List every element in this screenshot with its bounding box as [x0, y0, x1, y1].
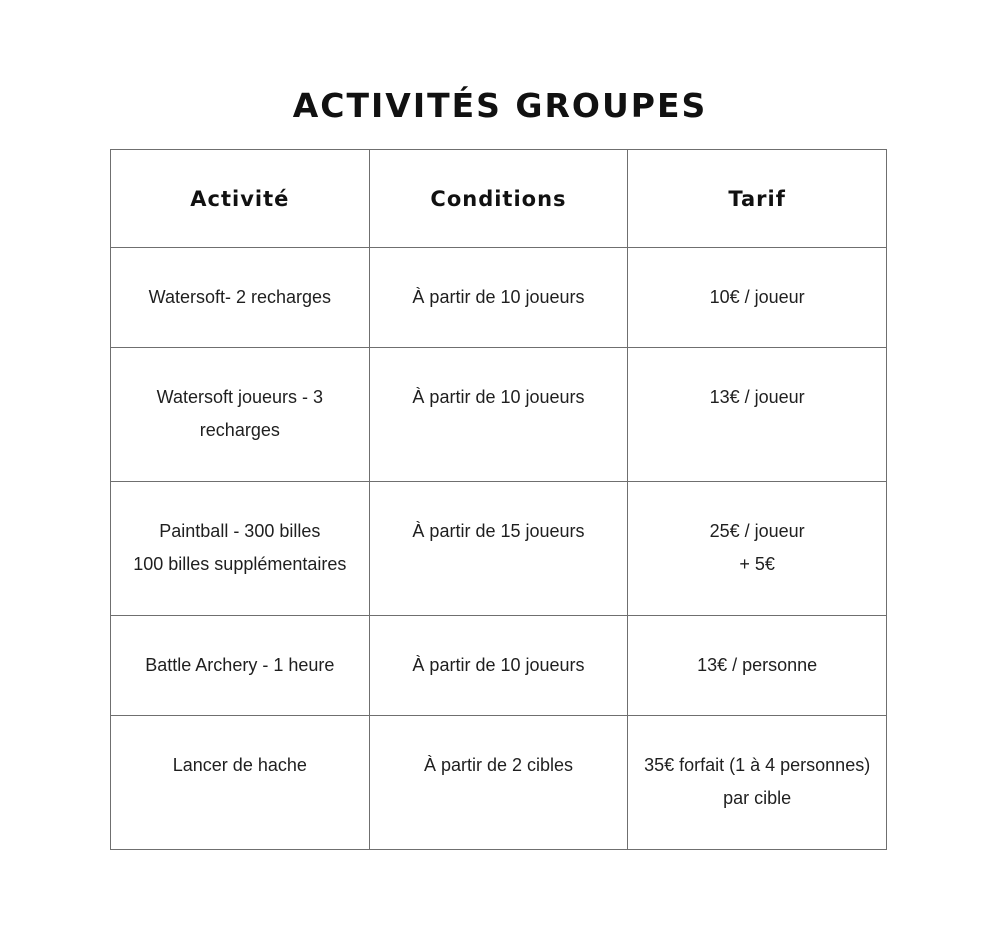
conditions-text: À partir de 10 joueurs	[412, 655, 585, 675]
conditions-text: À partir de 15 joueurs	[412, 521, 585, 541]
conditions-cell	[369, 716, 628, 850]
activity-cell	[111, 616, 370, 716]
price-text: 10€ / joueur	[709, 287, 805, 307]
conditions-cell	[369, 482, 628, 616]
conditions-cell	[369, 248, 628, 348]
activity-cell	[111, 248, 370, 348]
table-row	[111, 716, 887, 850]
activity-text: 100 billes supplémentaires	[133, 554, 347, 574]
price-text: par cible	[723, 788, 792, 808]
activity-text: Lancer de hache	[172, 755, 307, 775]
price-cell	[628, 716, 887, 850]
table-header-row	[111, 150, 887, 248]
conditions-text: À partir de 10 joueurs	[412, 287, 585, 307]
price-cell	[628, 248, 887, 348]
conditions-cell	[369, 348, 628, 482]
column-header-conditions: Conditions	[369, 150, 628, 248]
pricing-table	[110, 149, 887, 850]
activity-text: Battle Archery - 1 heure	[145, 655, 335, 675]
activity-cell	[111, 482, 370, 616]
table-row	[111, 348, 887, 482]
table-row	[111, 616, 887, 716]
price-cell	[628, 616, 887, 716]
price-cell	[628, 348, 887, 482]
activity-cell	[111, 716, 370, 850]
activity-text: Watersoft- 2 recharges	[148, 287, 332, 307]
column-header-price: Tarif	[628, 150, 887, 248]
price-text: 13€ / joueur	[709, 387, 805, 407]
conditions-text: À partir de 2 cibles	[423, 755, 574, 775]
page-title: ACTIVITÉS GROUPES	[292, 86, 708, 125]
table-row	[111, 248, 887, 348]
table-row	[111, 482, 887, 616]
activity-text: Paintball - 300 billes	[159, 521, 321, 541]
price-text: 13€ / personne	[697, 655, 818, 675]
activity-text: Watersoft joueurs - 3	[156, 387, 324, 407]
activity-cell	[111, 348, 370, 482]
price-text: 25€ / joueur	[709, 521, 805, 541]
price-text: 35€ forfait (1 à 4 personnes)	[644, 755, 871, 775]
price-cell	[628, 482, 887, 616]
column-header-activity: Activité	[111, 150, 370, 248]
conditions-text: À partir de 10 joueurs	[412, 387, 585, 407]
activity-text: recharges	[199, 420, 280, 440]
conditions-cell	[369, 616, 628, 716]
price-text: + 5€	[739, 554, 775, 574]
